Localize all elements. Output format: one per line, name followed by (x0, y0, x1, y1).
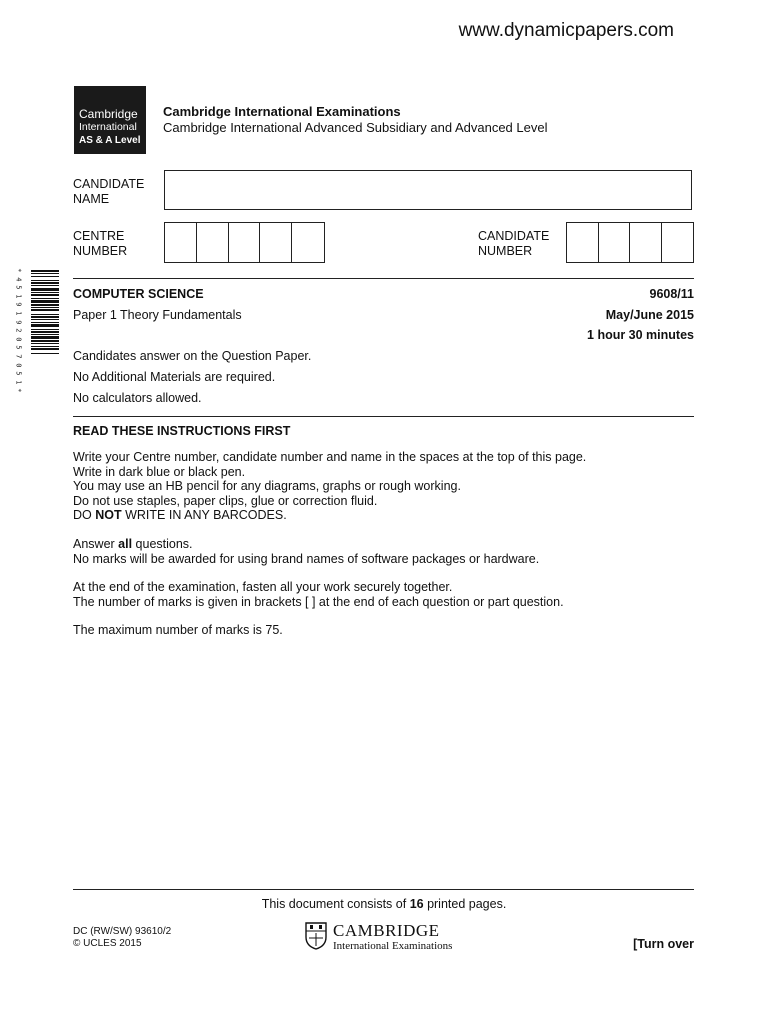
materials-line: Candidates answer on the Question Paper. (73, 349, 312, 363)
candidate-number-cell[interactable] (662, 223, 693, 262)
paper-code: 9608/11 (649, 287, 694, 301)
watermark-url: www.dynamicpapers.com (458, 20, 674, 41)
cambridge-wordmark: CAMBRIDGE (333, 921, 440, 940)
centre-number-cell[interactable] (229, 223, 261, 262)
centre-number-cell[interactable] (292, 223, 324, 262)
candidate-number-cell[interactable] (599, 223, 631, 262)
reference-code: DC (RW/SW) 93610/2 (73, 926, 172, 937)
candidate-number-cell[interactable] (567, 223, 599, 262)
centre-number-cell[interactable] (165, 223, 197, 262)
candidate-number-boxes[interactable] (566, 222, 694, 263)
board-subtitle: Cambridge International Advanced Subsidiary and Advanced Level (163, 120, 548, 135)
candidate-name-field[interactable] (164, 170, 692, 210)
barcode (31, 270, 59, 408)
document-reference (73, 926, 171, 950)
exam-session: May/June 2015 (605, 308, 694, 322)
instruction-line-answer: Answer all questions. (73, 536, 193, 551)
logo-line-2: International (79, 121, 137, 133)
divider (73, 278, 694, 279)
cambridge-footer-logo (305, 922, 452, 952)
candidate-number-label: CANDIDATE NUMBER (478, 229, 550, 258)
footer-divider (73, 889, 694, 890)
instruction-line-barcodes: DO NOT WRITE IN ANY BARCODES. (73, 508, 287, 523)
instruction-line: Do not use staples, paper clips, glue or correction fluid. (73, 493, 378, 508)
page-count: This document consists of 16 printed pages. (261, 897, 507, 911)
instruction-line: The number of marks is given in brackets [ ] at the end of each question or part question. (73, 594, 564, 609)
materials-line: No Additional Materials are required. (73, 370, 276, 384)
copyright: © UCLES 2015 (73, 938, 142, 949)
barcode-digits: * 4 5 1 9 1 9 2 0 5 7 0 5 1 * (14, 268, 23, 393)
candidate-number-cell[interactable] (630, 223, 662, 262)
turn-over: [Turn over (633, 937, 694, 951)
exam-duration: 1 hour 30 minutes (587, 328, 694, 342)
paper-title: Paper 1 Theory Fundamentals (73, 308, 242, 322)
logo-line-3: AS & A Level (79, 135, 141, 146)
instruction-line: You may use an HB pencil for any diagrams, graphs or rough working. (73, 479, 461, 494)
cambridge-logo (74, 86, 146, 154)
instruction-line: At the end of the examination, fasten all your work securely together. (73, 580, 453, 595)
instruction-line: Write your Centre number, candidate number and name in the spaces at the top of this page. (73, 450, 587, 464)
instructions-heading: READ THESE INSTRUCTIONS FIRST (73, 424, 291, 438)
logo-line-1: Cambridge (79, 107, 138, 121)
instruction-line: No marks will be awarded for using brand names of software packages or hardware. (73, 551, 540, 566)
board-title: Cambridge International Examinations (163, 104, 401, 119)
centre-number-cell[interactable] (260, 223, 292, 262)
centre-number-label: CENTRE NUMBER (73, 229, 128, 258)
subject-title: COMPUTER SCIENCE (73, 287, 204, 301)
cambridge-subtitle: International Examinations (333, 940, 453, 952)
candidate-name-label: CANDIDATE NAME (73, 177, 145, 206)
materials-line: No calculators allowed. (73, 391, 202, 405)
centre-number-boxes[interactable] (164, 222, 325, 263)
crest-icon (305, 922, 327, 950)
instructions-body (73, 450, 586, 652)
centre-number-cell[interactable] (197, 223, 229, 262)
max-marks-line: The maximum number of marks is 75. (73, 623, 283, 638)
divider (73, 416, 694, 417)
instruction-line: Write in dark blue or black pen. (73, 464, 246, 479)
